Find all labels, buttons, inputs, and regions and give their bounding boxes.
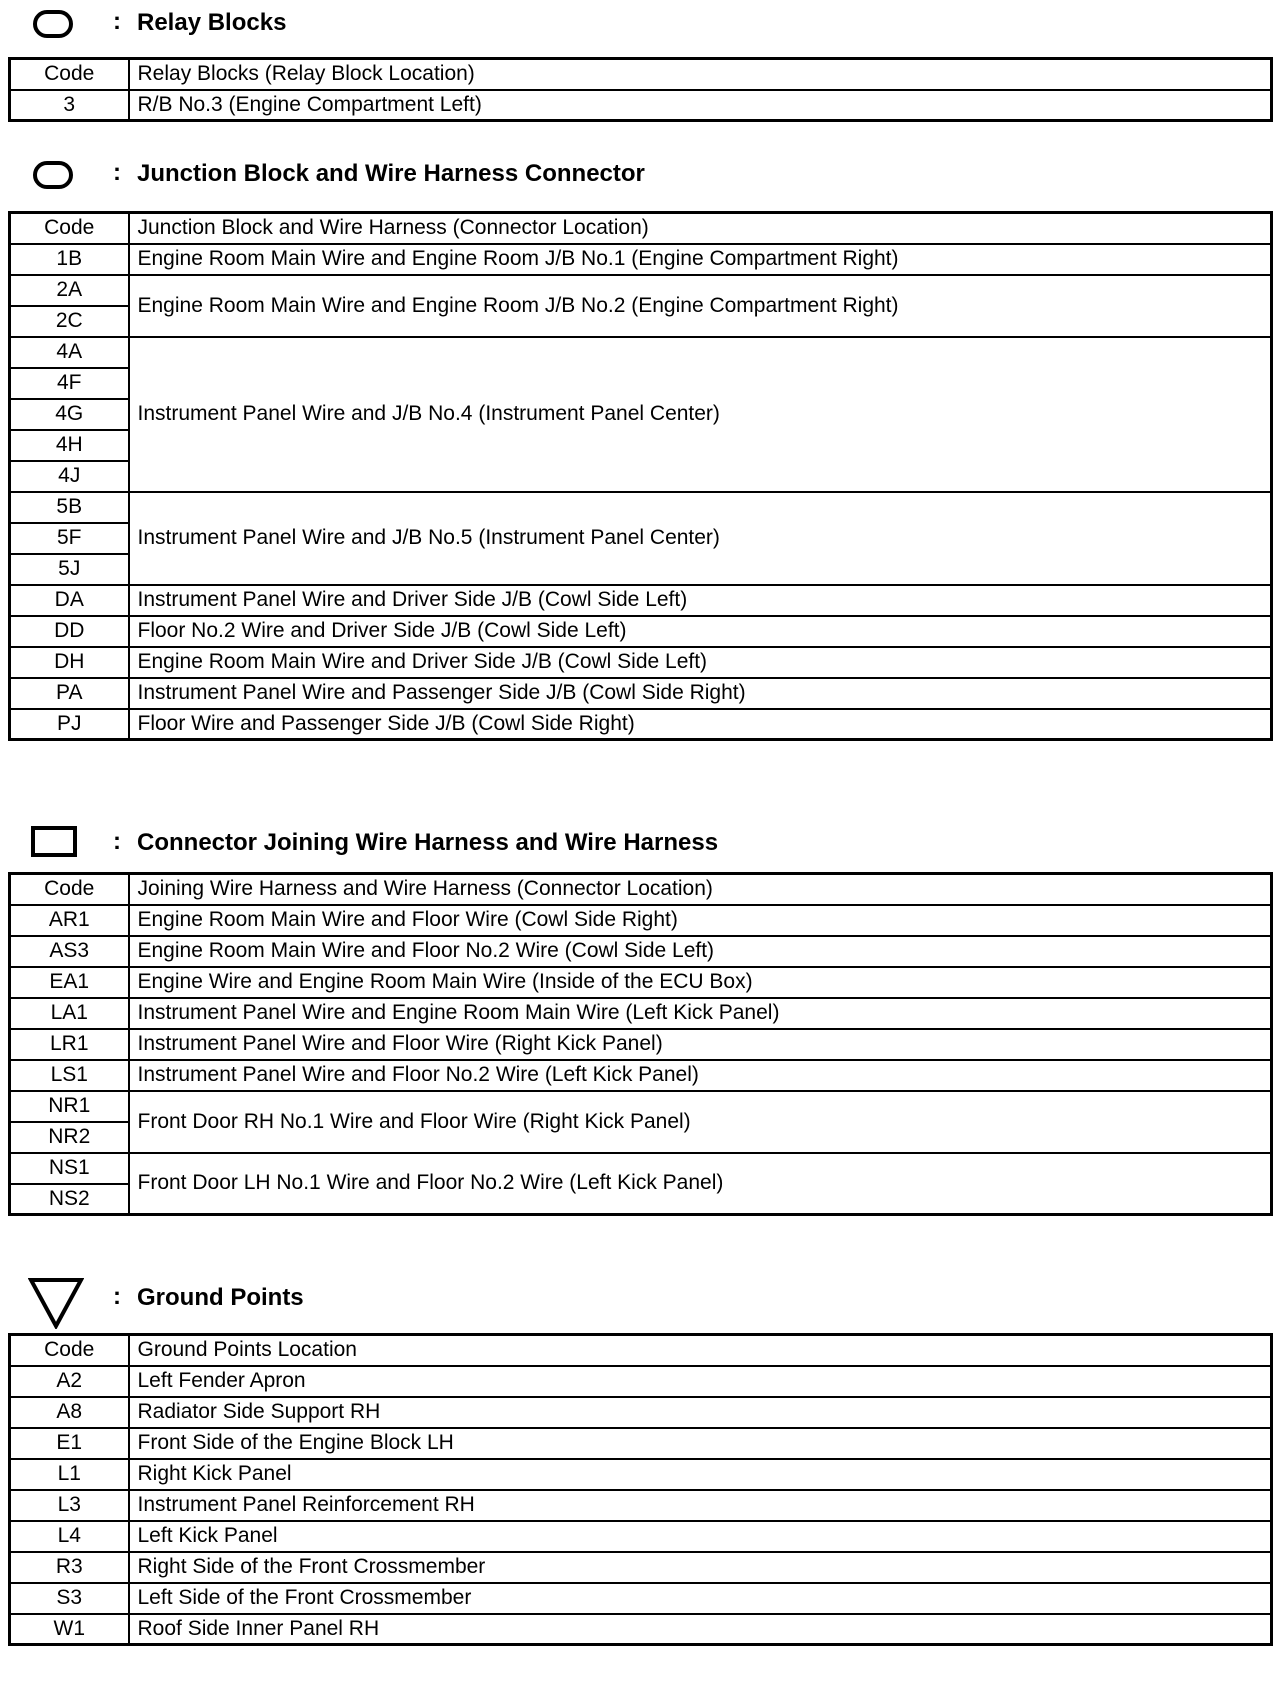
row-description: Left Kick Panel [129, 1521, 1272, 1552]
row-description: Instrument Panel Wire and Passenger Side J/B (Cowl Side Right) [129, 678, 1272, 709]
row-description: Instrument Panel Wire and Engine Room Main Wire (Left Kick Panel) [129, 998, 1272, 1029]
row-description: Floor Wire and Passenger Side J/B (Cowl Side Right) [129, 709, 1272, 740]
section-title: Connector Joining Wire Harness and Wire Harness [137, 829, 719, 856]
row-code: LS1 [10, 1060, 129, 1091]
row-description: Engine Room Main Wire and Engine Room J/B No.1 (Engine Compartment Right) [129, 244, 1272, 275]
table-row [10, 616, 1272, 647]
row-code: 4F [10, 368, 129, 399]
table-row [10, 492, 1272, 523]
connector-joining-heading [0, 820, 1280, 870]
row-code: 2C [10, 306, 129, 337]
column-header-code: Code [10, 874, 129, 905]
row-code: L4 [10, 1521, 129, 1552]
column-header-code: Code [10, 59, 129, 90]
table-row [10, 1459, 1272, 1490]
ground-points-table [8, 1333, 1273, 1646]
column-header-description: Relay Blocks (Relay Block Location) [129, 59, 1272, 90]
row-description: Roof Side Inner Panel RH [129, 1614, 1272, 1645]
junction-block-table [8, 211, 1273, 741]
heading-colon: : [113, 828, 121, 855]
row-code: AR1 [10, 905, 129, 936]
row-code: NS1 [10, 1153, 129, 1184]
row-code: 4G [10, 399, 129, 430]
heading-colon: : [113, 159, 121, 186]
column-header-description: Joining Wire Harness and Wire Harness (Connector Location) [129, 874, 1272, 905]
table-row [10, 337, 1272, 368]
row-code: L1 [10, 1459, 129, 1490]
row-code: W1 [10, 1614, 129, 1645]
column-header-code: Code [10, 213, 129, 244]
table-row [10, 709, 1272, 740]
row-code: DD [10, 616, 129, 647]
table-row [10, 678, 1272, 709]
table-row [10, 1428, 1272, 1459]
table-row [10, 1029, 1272, 1060]
table-row [10, 647, 1272, 678]
row-description: Front Door RH No.1 Wire and Floor Wire (Right Kick Panel) [129, 1091, 1272, 1153]
heading-colon: : [113, 8, 121, 35]
section-title: Junction Block and Wire Harness Connector [137, 160, 645, 187]
row-code: NS2 [10, 1184, 129, 1215]
column-header-description: Ground Points Location [129, 1335, 1272, 1366]
table-row [10, 1614, 1272, 1645]
table-header-row [10, 874, 1272, 905]
column-header-description: Junction Block and Wire Harness (Connector Location) [129, 213, 1272, 244]
row-code: DH [10, 647, 129, 678]
row-code: AS3 [10, 936, 129, 967]
junction-block-heading [0, 151, 1280, 201]
row-description: Engine Room Main Wire and Floor No.2 Wire (Cowl Side Left) [129, 936, 1272, 967]
row-description: Left Side of the Front Crossmember [129, 1583, 1272, 1614]
table-row [10, 1091, 1272, 1122]
row-code: A2 [10, 1366, 129, 1397]
row-code: L3 [10, 1490, 129, 1521]
row-description: Instrument Panel Wire and Floor No.2 Wire (Left Kick Panel) [129, 1060, 1272, 1091]
row-code: LA1 [10, 998, 129, 1029]
row-code: PA [10, 678, 129, 709]
row-code: NR1 [10, 1091, 129, 1122]
row-code: R3 [10, 1552, 129, 1583]
row-code: 5B [10, 492, 129, 523]
row-description: Instrument Panel Reinforcement RH [129, 1490, 1272, 1521]
rounded-rectangle-symbol-icon [33, 10, 73, 38]
row-code: 2A [10, 275, 129, 306]
row-description: Instrument Panel Wire and J/B No.4 (Instrument Panel Center) [129, 337, 1272, 492]
relay-blocks-table [8, 57, 1273, 122]
row-code: DA [10, 585, 129, 616]
row-code: 4J [10, 461, 129, 492]
row-code: NR2 [10, 1122, 129, 1153]
row-code: S3 [10, 1583, 129, 1614]
row-code: 3 [10, 90, 129, 121]
row-description: Right Kick Panel [129, 1459, 1272, 1490]
row-description: Instrument Panel Wire and Floor Wire (Right Kick Panel) [129, 1029, 1272, 1060]
row-code: A8 [10, 1397, 129, 1428]
row-code: 4H [10, 430, 129, 461]
relay-blocks-heading [0, 0, 1280, 50]
table-row [10, 1490, 1272, 1521]
table-row [10, 1552, 1272, 1583]
table-row [10, 998, 1272, 1029]
section-title: Ground Points [137, 1284, 304, 1311]
table-row [10, 967, 1272, 998]
table-row [10, 1521, 1272, 1552]
table-row [10, 275, 1272, 306]
connector-joining-table [8, 872, 1273, 1216]
table-row [10, 1397, 1272, 1428]
row-description: Front Side of the Engine Block LH [129, 1428, 1272, 1459]
table-row [10, 244, 1272, 275]
table-row [10, 1060, 1272, 1091]
row-code: EA1 [10, 967, 129, 998]
row-description: Instrument Panel Wire and Driver Side J/B (Cowl Side Left) [129, 585, 1272, 616]
rounded-rectangle-symbol-icon [33, 161, 73, 189]
row-code: 4A [10, 337, 129, 368]
table-row [10, 1583, 1272, 1614]
ground-points-heading [0, 1275, 1280, 1325]
row-code: 1B [10, 244, 129, 275]
table-row [10, 936, 1272, 967]
table-row [10, 1366, 1272, 1397]
ground-triangle-symbol-icon [28, 1277, 84, 1329]
heading-colon: : [113, 1283, 121, 1310]
table-header-row [10, 59, 1272, 90]
row-code: E1 [10, 1428, 129, 1459]
table-row [10, 90, 1272, 121]
row-description: Engine Room Main Wire and Engine Room J/B No.2 (Engine Compartment Right) [129, 275, 1272, 337]
row-code: LR1 [10, 1029, 129, 1060]
column-header-code: Code [10, 1335, 129, 1366]
row-description: Left Fender Apron [129, 1366, 1272, 1397]
table-row [10, 905, 1272, 936]
row-description: Front Door LH No.1 Wire and Floor No.2 Wire (Left Kick Panel) [129, 1153, 1272, 1215]
row-code: PJ [10, 709, 129, 740]
section-title: Relay Blocks [137, 9, 287, 36]
row-description: Radiator Side Support RH [129, 1397, 1272, 1428]
row-description: Engine Wire and Engine Room Main Wire (Inside of the ECU Box) [129, 967, 1272, 998]
row-description: Engine Room Main Wire and Floor Wire (Cowl Side Right) [129, 905, 1272, 936]
table-header-row [10, 213, 1272, 244]
row-description: Engine Room Main Wire and Driver Side J/B (Cowl Side Left) [129, 647, 1272, 678]
row-description: Right Side of the Front Crossmember [129, 1552, 1272, 1583]
row-code: 5J [10, 554, 129, 585]
row-description: Floor No.2 Wire and Driver Side J/B (Cowl Side Left) [129, 616, 1272, 647]
row-code: 5F [10, 523, 129, 554]
table-row [10, 1153, 1272, 1184]
row-description: R/B No.3 (Engine Compartment Left) [129, 90, 1272, 121]
table-header-row [10, 1335, 1272, 1366]
row-description: Instrument Panel Wire and J/B No.5 (Instrument Panel Center) [129, 492, 1272, 585]
square-rectangle-symbol-icon [31, 826, 77, 857]
table-row [10, 585, 1272, 616]
